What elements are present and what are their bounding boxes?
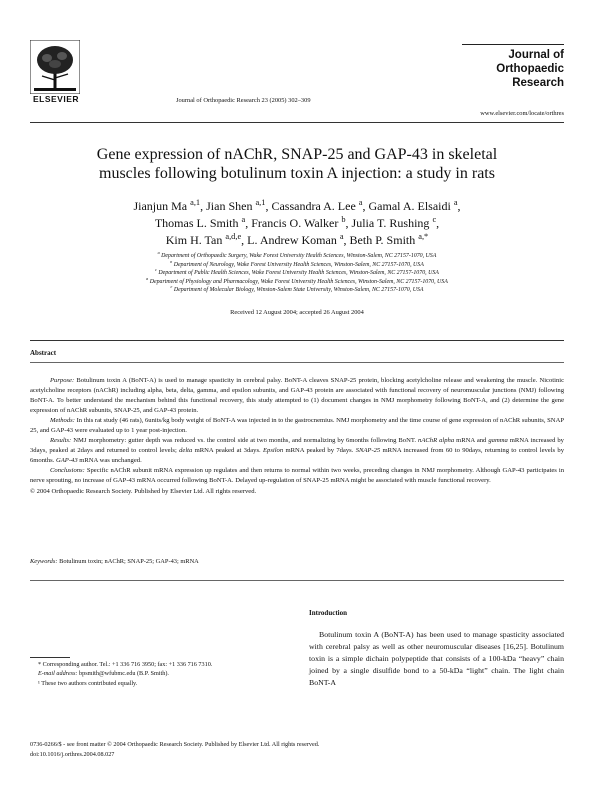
author-name: Francis O. Walker — [251, 216, 339, 230]
article-title-line: muscles following botulinum toxin A injection: a study in rats — [99, 165, 495, 182]
affiliation-mark: d — [146, 277, 149, 281]
affiliation-text: Department of Molecular Biology, Winston-Salem State University, Winston-Salem, NC 27157-1070, USA — [173, 287, 424, 294]
footnotes — [30, 660, 285, 688]
journal-name — [454, 48, 564, 90]
author-name: Gamal A. Elsaidi — [368, 199, 451, 213]
email-label: E-mail address: — [38, 670, 78, 678]
abstract-text: mRNA increased from 60 to 90days, returning to control levels by 6months. — [30, 447, 565, 465]
footnote-divider — [30, 657, 70, 658]
author-name: Julia T. Rushing — [351, 216, 430, 230]
author-affiliation-mark: a,1 — [255, 198, 266, 207]
affiliation-text: Department of Physiology and Pharmacology, Wake Forest University Health Sciences, Winston-Salem, NC 27157-1070, USA — [149, 278, 448, 285]
gene-name: delta — [179, 447, 193, 455]
abstract-purpose — [30, 376, 564, 416]
footnote-equal-contribution: ¹ These two authors contributed equally. — [38, 679, 138, 687]
abstract-label: Methods: — [50, 417, 75, 425]
author-affiliation-mark: a,* — [418, 232, 429, 241]
gene-name: Epsilon — [263, 447, 284, 455]
elsevier-tree-logo — [30, 40, 80, 94]
gene-name: gamma — [488, 437, 508, 445]
author-line: Kim H. Tan $^{a,d,e}$, L. Andrew Koman $^a$, Beth P. Smith $^{a,*}$ — [165, 232, 429, 247]
introduction-paragraph: Botulinum toxin A (BoNT-A) has been used to manage spasticity associated with cerebral palsy as well as other neuromuscular diseases [16,25]. Botulinum toxin is a simple dichain polypeptide that consists of a 100-kDa “heavy” chain joined by a single disulfide bond to a 50-kDa “light” chain. The light chain BoNT-A — [309, 630, 564, 688]
author-name: Jianjun Ma — [133, 199, 188, 213]
author-line: Jianjun Ma $^{a,1}$, Jian Shen $^{a,1}$, Cassandra A. Lee $^a$, Gamal A. Elsaidi $^a$, — [133, 198, 461, 213]
affiliation-mark: b — [170, 260, 173, 264]
abstract-text: mRNA peaked by 7days. — [283, 447, 356, 455]
journal-name-line: Orthopaedic — [496, 63, 564, 75]
section-divider — [30, 340, 564, 341]
author-name: Beth P. Smith — [349, 233, 416, 247]
article-title — [30, 145, 564, 183]
author-affiliation-mark: a,1 — [190, 198, 201, 207]
affiliation-mark: a — [157, 252, 160, 256]
header-divider — [30, 122, 564, 123]
abstract-body — [30, 376, 564, 497]
author-name: Kim H. Tan — [165, 233, 223, 247]
abstract-text: mRNA and — [454, 437, 489, 445]
journal-name-line: Journal of — [508, 49, 564, 61]
received-dates: Received 12 August 2004; accepted 26 August 2004 — [230, 309, 364, 316]
author-name: Thomas L. Smith — [154, 216, 239, 230]
author-name: Jian Shen — [206, 199, 253, 213]
affiliation-mark: c — [155, 269, 157, 273]
abstract-text: NMJ morphometry: gutter depth was reduced vs. the control side at two months, and normalizing by 6months following BoNT. — [73, 437, 419, 445]
affiliation-mark: e — [170, 286, 173, 290]
article-title-line: Gene expression of nAChR, SNAP-25 and GAP-43 in skeletal — [96, 146, 498, 163]
abstract-text: In this rat study (46 rats), 6units/kg body weight of BoNT-A was injected in to the gastrocnemius. NMJ morphometry and the time course of gene expression of nAChR subunits, SNAP 25, and GAP-43 were evaluated up to 1 year post-injection. — [30, 417, 564, 435]
section-divider — [30, 580, 564, 581]
affiliation-text: Department of Public Health Sciences, Wake Forest University Health Sciences, Winston-Salem, NC 27157-1070, USA — [158, 270, 439, 277]
affiliation-item — [30, 286, 564, 295]
introduction-body — [309, 629, 564, 689]
affiliation-text: Department of Neurology, Wake Forest University Health Sciences, Winston-Salem, NC 27157-1070, USA — [173, 261, 424, 268]
author-line: Thomas L. Smith $^a$, Francis O. Walker $^b$, Julia T. Rushing $^c$, — [154, 215, 440, 230]
affiliation-text: Department of Orthopaedic Surgery, Wake Forest University Health Sciences, Winston-Salem, NC 27157-1070, USA — [161, 253, 437, 259]
affiliation-item — [30, 252, 564, 261]
affiliation-item — [30, 269, 564, 278]
keywords-label: Keywords: — [30, 558, 58, 565]
journal-url-link[interactable]: www.elsevier.com/locate/orthres — [480, 110, 564, 117]
footer-doi[interactable]: doi:10.1016/j.orthres.2004.08.027 — [30, 750, 115, 758]
abstract-conclusions — [30, 466, 564, 486]
author-affiliation-mark: a — [358, 198, 363, 207]
journal-citation: Journal of Orthopaedic Research 23 (2005) 302–309 — [176, 97, 311, 104]
author-affiliation-mark: a — [339, 232, 344, 241]
author-list — [30, 198, 564, 249]
abstract-text: mRNA increased by 3days, peaked at 2days and returned to control levels; — [30, 437, 564, 455]
author-name: L. Andrew Koman — [247, 233, 337, 247]
author-affiliation-mark: a — [241, 215, 246, 224]
section-divider — [30, 362, 564, 363]
introduction-heading: Introduction — [309, 609, 347, 617]
keywords — [30, 558, 564, 565]
journal-title-rule — [462, 44, 564, 45]
publisher-name: ELSEVIER — [32, 94, 80, 104]
author-affiliation-mark: b — [341, 215, 346, 224]
abstract-heading: Abstract — [30, 349, 57, 357]
affiliation-item — [30, 277, 564, 290]
abstract-results — [30, 436, 564, 466]
abstract-methods — [30, 416, 564, 436]
abstract-text: mRNA peaked at 3days. — [192, 447, 263, 455]
author-affiliation-mark: a — [453, 198, 458, 207]
author-affiliation-mark: a,d,e — [225, 232, 242, 241]
abstract-label: Results: — [50, 437, 72, 445]
affiliation-list — [30, 252, 564, 295]
footer-issn: 0736-0266/$ - see front matter © 2004 Orthopaedic Research Society. Published by Elsevier Ltd. All rights reserved. — [30, 741, 320, 748]
footnote-email — [30, 669, 285, 678]
gene-name: SNAP-25 — [355, 447, 381, 455]
author-name: Cassandra A. Lee — [271, 199, 356, 213]
abstract-label: Conclusions: — [50, 467, 85, 475]
abstract-text: Specific nAChR subunit mRNA expression up regulates and then returns to normal within two weeks, preceding changes in NMJ morphometry. Although GAP-43 participates in nerve sprouting, no increase of GAP-43 mRNA occurred following BoNT-A. Delayed up-regulation of SNAP-25 mRNA might be associated with muscle functional recovery. — [30, 467, 564, 485]
abstract-label: Purpose: — [50, 377, 75, 384]
abstract-text: Botulinum toxin A (BoNT-A) is used to manage spasticity in cerebral palsy. BoNT-A cleaves SNAP-25 protein, blocking acetylcholine release and weakening the muscle. Nicotinic acetylcholine receptors (nAChR) including alpha, beta, delta, gamma, and epsilon subunits, and GAP-43 protein are associated with functional recovery of neuromuscular junctions (NMJ) following BoNT-A. To better understand the mechanism behind this functional recovery, this study attempted to (1) document changes in NMJ morphometry following BoNT-A, and (2) determine the gene expression of nAChR subunits, SNAP-25, and GAP-43 protein. — [30, 377, 565, 415]
page-footer — [30, 740, 564, 759]
keywords-text: Botulinum toxin; nAChR; SNAP-25; GAP-43; mRNA — [59, 558, 199, 565]
gene-name: nAChR alpha — [418, 437, 455, 445]
footnote-corresponding-author: * Corresponding author. Tel.: +1 336 716 3950; fax: +1 336 716 7310. — [38, 661, 213, 668]
affiliation-item — [30, 260, 564, 273]
gene-name: GAP-43 — [56, 457, 78, 465]
author-affiliation-mark: c — [432, 215, 437, 224]
email-link[interactable]: bpsmith@wfubmc.edu (B.P. Smith). — [79, 670, 169, 678]
abstract-copyright: © 2004 Orthopaedic Research Society. Published by Elsevier Ltd. All rights reserved. — [30, 487, 257, 495]
journal-name-line: Research — [512, 77, 564, 89]
abstract-text: mRNA was unchanged. — [77, 457, 142, 465]
